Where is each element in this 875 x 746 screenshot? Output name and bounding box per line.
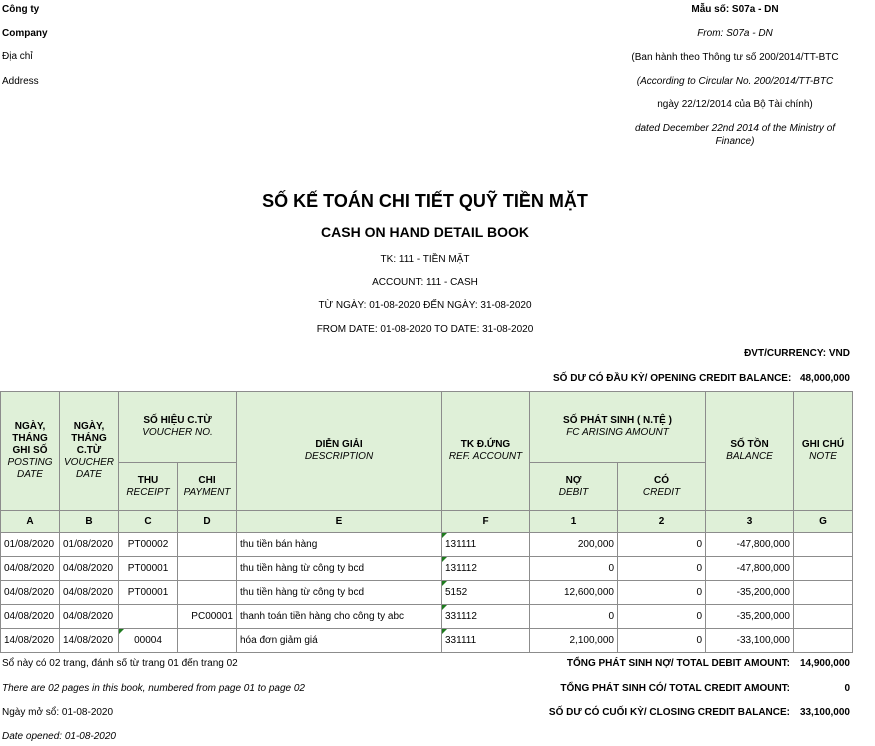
voucher-date-cell: 04/08/2020	[60, 581, 119, 605]
description-cell: thu tiền bán hàng	[237, 533, 442, 557]
payment-cell	[178, 581, 237, 605]
note-cell	[794, 581, 853, 605]
posting-date-cell: 01/08/2020	[1, 533, 60, 557]
debit-cell: 2,100,000	[530, 629, 618, 653]
balance-cell: -33,100,000	[706, 629, 794, 653]
voucher-date-cell: 01/08/2020	[60, 533, 119, 557]
pages-note-en: There are 02 pages in this book, numbered from page 01 to page 02	[2, 683, 305, 694]
debit-cell: 0	[530, 605, 618, 629]
total-debit-value: 14,900,000	[799, 658, 850, 669]
address-label-en: Address	[2, 76, 39, 87]
total-debit-label: TỔNG PHÁT SINH NỢ/ TOTAL DEBIT AMOUNT:	[566, 658, 790, 669]
pages-note-vi: Sổ này có 02 trang, đánh số từ trang 01 đến trang 02	[2, 658, 238, 669]
receipt-cell: PT00001	[119, 581, 178, 605]
ref-account-cell: 331111	[442, 629, 530, 653]
header-voucher-date: NGÀY, THÁNG C.TỪ VOUCHER DATE	[60, 392, 119, 511]
closing-balance-value: 33,100,000	[799, 707, 850, 718]
header-posting-date: NGÀY, THÁNG GHI SỐ POSTING DATE	[1, 392, 60, 511]
ref-account-cell: 331112	[442, 605, 530, 629]
letter-cell: E	[237, 511, 442, 533]
credit-cell: 0	[618, 557, 706, 581]
letter-cell: 2	[618, 511, 706, 533]
header-balance: SỐ TỒN BALANCE	[706, 392, 794, 511]
opening-balance-value: 48,000,000	[799, 373, 850, 384]
voucher-date-cell: 14/08/2020	[60, 629, 119, 653]
book-title-vi: SỐ KẾ TOÁN CHI TIẾT QUỸ TIỀN MẶT	[262, 191, 588, 211]
form-number-en: From: S07a - DN	[697, 28, 773, 39]
credit-cell: 0	[618, 533, 706, 557]
payment-cell	[178, 557, 237, 581]
form-number: Mẫu số: S07a - DN	[691, 4, 779, 15]
date-range-vi: TỪ NGÀY: 01-08-2020 ĐẾN NGÀY: 31-08-2020	[318, 300, 532, 311]
opening-balance-label: SỐ DƯ CÓ ĐẦU KỲ/ OPENING CREDIT BALANCE:	[553, 373, 792, 384]
letter-cell: C	[119, 511, 178, 533]
header-ref-account: TK Đ.ỨNG REF. ACCOUNT	[442, 392, 530, 511]
circular-date-vi: ngày 22/12/2014 của Bộ Tài chính)	[657, 99, 813, 110]
letter-cell: 1	[530, 511, 618, 533]
letter-cell: A	[1, 511, 60, 533]
ref-account-cell: 131111	[442, 533, 530, 557]
circular-date-en-2: Finance)	[715, 136, 755, 147]
note-cell	[794, 629, 853, 653]
letter-cell: F	[442, 511, 530, 533]
letter-cell: G	[794, 511, 853, 533]
header-receipt: THU RECEIPT	[119, 463, 178, 511]
table-row	[1, 605, 853, 629]
header-description: DIỄN GIẢI DESCRIPTION	[237, 392, 442, 511]
credit-cell: 0	[618, 605, 706, 629]
header-debit: NỢ DEBIT	[530, 463, 618, 511]
debit-cell: 12,600,000	[530, 581, 618, 605]
posting-date-cell: 04/08/2020	[1, 605, 60, 629]
account-en: ACCOUNT: 111 - CASH	[372, 277, 478, 288]
note-cell	[794, 557, 853, 581]
posting-date-cell: 04/08/2020	[1, 581, 60, 605]
description-cell: thanh toán tiền hàng cho công ty abc	[237, 605, 442, 629]
credit-cell: 0	[618, 629, 706, 653]
date-range-en: FROM DATE: 01-08-2020 TO DATE: 31-08-2020	[316, 324, 534, 335]
balance-cell: -47,800,000	[706, 533, 794, 557]
receipt-cell: PT00001	[119, 557, 178, 581]
company-label-en: Company	[2, 28, 48, 39]
date-opened-en: Date opened: 01-08-2020	[2, 731, 116, 742]
header-credit: CÓ CREDIT	[618, 463, 706, 511]
voucher-date-cell: 04/08/2020	[60, 557, 119, 581]
payment-cell	[178, 533, 237, 557]
table-row	[1, 533, 853, 557]
address-label: Địa chỉ	[2, 51, 33, 62]
circular-vi: (Ban hành theo Thông tư số 200/2014/TT-BTC	[631, 52, 839, 63]
date-opened-vi: Ngày mở sổ: 01-08-2020	[2, 707, 114, 718]
debit-cell: 200,000	[530, 533, 618, 557]
letter-cell: D	[178, 511, 237, 533]
header-note: GHI CHÚ NOTE	[794, 392, 853, 511]
column-letter-row	[1, 511, 853, 533]
book-title-en: CASH ON HAND DETAIL BOOK	[321, 224, 529, 240]
balance-cell: -35,200,000	[706, 581, 794, 605]
header-voucher-no: SỐ HIỆU C.TỪ VOUCHER NO.	[119, 392, 237, 463]
circular-en: (According to Circular No. 200/2014/TT-BTC	[636, 76, 834, 87]
note-cell	[794, 533, 853, 557]
note-cell	[794, 605, 853, 629]
balance-cell: -47,800,000	[706, 557, 794, 581]
description-cell: thu tiền hàng từ công ty bcd	[237, 581, 442, 605]
receipt-cell: PT00002	[119, 533, 178, 557]
letter-cell: B	[60, 511, 119, 533]
posting-date-cell: 14/08/2020	[1, 629, 60, 653]
ledger-table	[0, 391, 853, 653]
credit-cell: 0	[618, 581, 706, 605]
total-credit-label: TỔNG PHÁT SINH CÓ/ TOTAL CREDIT AMOUNT:	[560, 683, 790, 694]
table-row	[1, 629, 853, 653]
currency-label: ĐVT/CURRENCY: VND	[744, 348, 850, 359]
header-payment: CHI PAYMENT	[178, 463, 237, 511]
ref-account-cell: 131112	[442, 557, 530, 581]
table-row	[1, 557, 853, 581]
closing-balance-label: SỐ DƯ CÓ CUỐI KỲ/ CLOSING CREDIT BALANCE:	[548, 707, 790, 718]
receipt-cell: 00004	[119, 629, 178, 653]
receipt-cell	[119, 605, 178, 629]
description-cell: thu tiền hàng từ công ty bcd	[237, 557, 442, 581]
description-cell: hóa đơn giảm giá	[237, 629, 442, 653]
letter-cell: 3	[706, 511, 794, 533]
ref-account-cell: 5152	[442, 581, 530, 605]
balance-cell: -35,200,000	[706, 605, 794, 629]
circular-date-en-1: dated December 22nd 2014 of the Ministry of	[634, 123, 836, 134]
table-row	[1, 581, 853, 605]
account-vi: TK: 111 - TIỀN MẶT	[380, 254, 470, 265]
header-arising-amount: SỐ PHÁT SINH ( N.TỆ ) FC ARISING AMOUNT	[530, 392, 706, 463]
voucher-date-cell: 04/08/2020	[60, 605, 119, 629]
company-label: Công ty	[2, 4, 40, 15]
payment-cell: PC00001	[178, 605, 237, 629]
total-credit-value: 0	[844, 683, 850, 694]
payment-cell	[178, 629, 237, 653]
posting-date-cell: 04/08/2020	[1, 557, 60, 581]
debit-cell: 0	[530, 557, 618, 581]
